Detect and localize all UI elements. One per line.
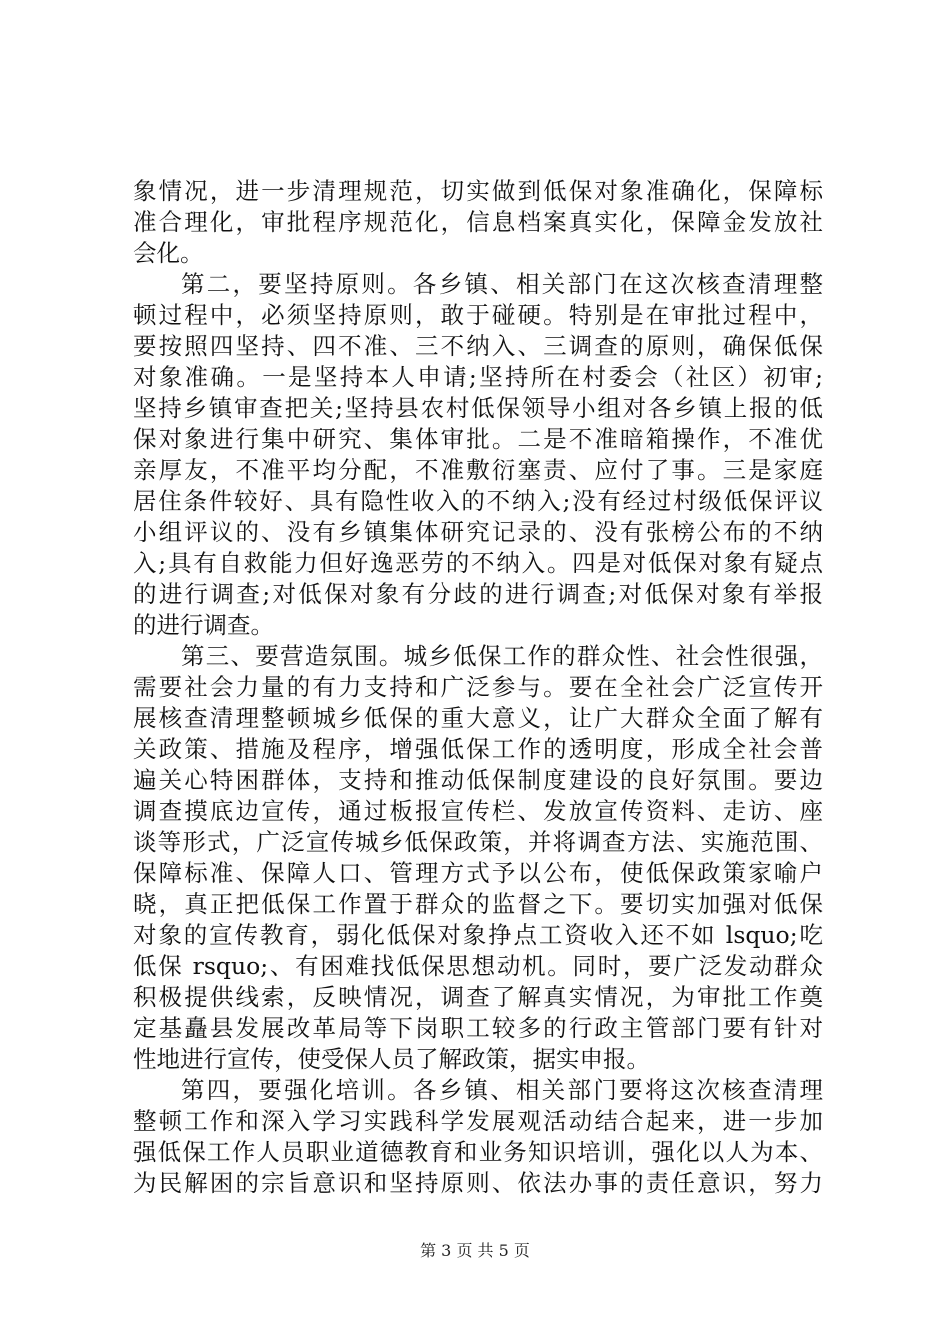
text-line: 准合理化，审批程序规范化，信息档案真实化，保障金发放社 [133, 208, 823, 236]
text-line: 的进行调查。 [133, 611, 274, 639]
text-line: 积极提供线索，反映情况，调查了解真实情况，为审批工作奠 [133, 983, 823, 1011]
text-line: 会化。 [133, 239, 204, 267]
text-line: 晓，真正把低保工作置于群众的监督之下。要切实加强对低保 [133, 890, 823, 918]
document-body [133, 176, 823, 1199]
text-line: 入;具有自救能力但好逸恶劳的不纳入。四是对低保对象有疑点 [133, 549, 823, 577]
text-line: 要按照四坚持、四不准、三不纳入、三调查的原则，确保低保 [133, 332, 823, 360]
text-line: 遍关心特困群体，支持和推动低保制度建设的良好氛围。要边 [133, 766, 823, 794]
text-line: 定基矗县发展改革局等下岗职工较多的行政主管部门要有针对 [133, 1014, 823, 1042]
text-line: 关政策、措施及程序，增强低保工作的透明度，形成全社会普 [133, 735, 823, 763]
text-line: 第二，要坚持原则。各乡镇、相关部门在这次核查清理整 [181, 270, 823, 298]
text-line: 象情况，进一步清理规范，切实做到低保对象准确化，保障标 [133, 177, 823, 205]
text-line: 调查摸底边宣传，通过板报宣传栏、发放宣传资料、走访、座 [133, 797, 823, 825]
text-line: 亲厚友，不准平均分配，不准敷衍塞责、应付了事。三是家庭 [133, 456, 823, 484]
text-line: 对象的宣传教育，弱化低保对象挣点工资收入还不如 lsquo;吃 [133, 921, 823, 949]
text-line: 小组评议的、没有乡镇集体研究记录的、没有张榜公布的不纳 [133, 518, 823, 546]
text-line: 需要社会力量的有力支持和广泛参与。要在全社会广泛宣传开 [133, 673, 823, 701]
text-line: 保障标准、保障人口、管理方式予以公布，使低保政策家喻户 [133, 859, 823, 887]
text-line: 第四，要强化培训。各乡镇、相关部门要将这次核查清理 [181, 1076, 823, 1104]
text-line: 对象准确。一是坚持本人申请;坚持所在村委会（社区）初审; [133, 363, 823, 391]
text-line: 顿过程中，必须坚持原则，敢于碰硬。特别是在审批过程中， [133, 301, 823, 329]
text-line: 谈等形式，广泛宣传城乡低保政策，并将调查方法、实施范围、 [133, 828, 823, 856]
text-line: 为民解困的宗旨意识和坚持原则、依法办事的责任意识，努力 [133, 1169, 823, 1197]
text-line: 保对象进行集中研究、集体审批。二是不准暗箱操作，不准优 [133, 425, 823, 453]
text-line: 居住条件较好、具有隐性收入的不纳入;没有经过村级低保评议 [133, 487, 823, 515]
text-line: 强低保工作人员职业道德教育和业务知识培训，强化以人为本、 [133, 1138, 823, 1166]
page-number-footer: 第 3 页 共 5 页 [420, 1241, 530, 1260]
text-line: 坚持乡镇审查把关;坚持县农村低保领导小组对各乡镇上报的低 [133, 394, 823, 422]
text-line: 性地进行宣传，使受保人员了解政策，据实申报。 [133, 1045, 650, 1073]
text-line: 第三、要营造氛围。城乡低保工作的群众性、社会性很强， [181, 642, 823, 670]
text-line: 展核查清理整顿城乡低保的重大意义，让广大群众全面了解有 [133, 704, 823, 732]
text-line: 整顿工作和深入学习实践科学发展观活动结合起来，进一步加 [133, 1107, 823, 1135]
text-line: 的进行调查;对低保对象有分歧的进行调查;对低保对象有举报 [133, 580, 823, 608]
text-line: 低保 rsquo;、有困难找低保思想动机。同时，要广泛发动群众 [133, 952, 823, 980]
